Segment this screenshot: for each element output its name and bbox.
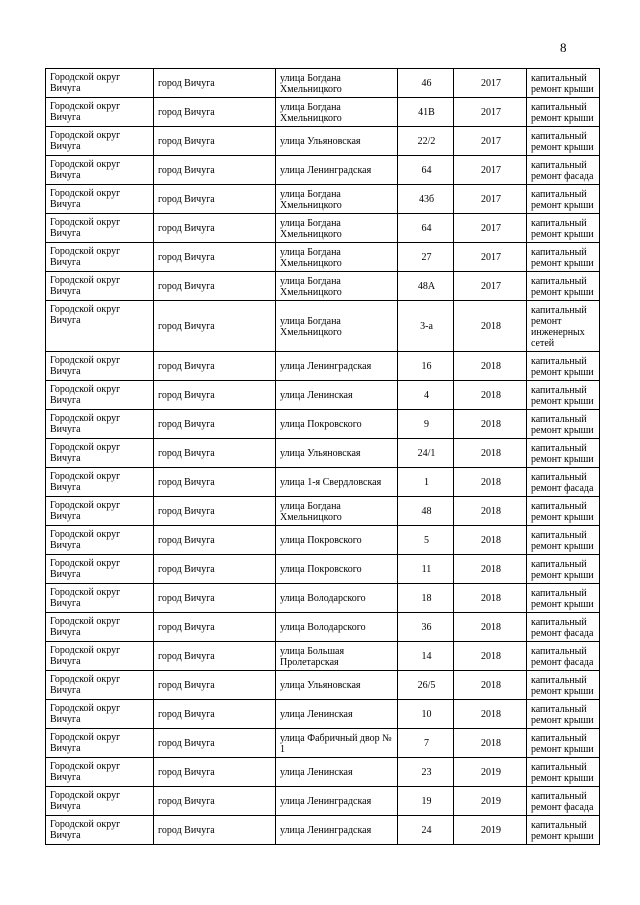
- work-type-cell: капитальный ремонт крыши: [527, 69, 600, 98]
- work-type-cell: капитальный ремонт крыши: [527, 816, 600, 845]
- work-type-cell: капитальный ремонт крыши: [527, 497, 600, 526]
- city-cell: город Вичуга: [154, 69, 276, 98]
- year-cell: 2018: [454, 352, 527, 381]
- work-type-cell: капитальный ремонт фасада: [527, 787, 600, 816]
- house-number-cell: 27: [398, 243, 454, 272]
- table-row: [46, 98, 600, 127]
- city-cell: город Вичуга: [154, 497, 276, 526]
- municipality-cell: Городской округ Вичуга: [46, 439, 154, 468]
- municipality-cell: Городской округ Вичуга: [46, 613, 154, 642]
- house-number-cell: 41В: [398, 98, 454, 127]
- table-row: [46, 127, 600, 156]
- street-cell: улица Ульяновская: [276, 439, 398, 468]
- street-cell: улица Богдана Хмельницкого: [276, 497, 398, 526]
- city-cell: город Вичуга: [154, 352, 276, 381]
- city-cell: город Вичуга: [154, 468, 276, 497]
- house-number-cell: 43б: [398, 185, 454, 214]
- table-row: [46, 214, 600, 243]
- city-cell: город Вичуга: [154, 642, 276, 671]
- table-row: [46, 301, 600, 352]
- municipality-cell: Городской округ Вичуга: [46, 185, 154, 214]
- table-row: [46, 410, 600, 439]
- work-type-cell: капитальный ремонт крыши: [527, 729, 600, 758]
- city-cell: город Вичуга: [154, 272, 276, 301]
- house-number-cell: 4: [398, 381, 454, 410]
- house-number-cell: 64: [398, 156, 454, 185]
- table-row: [46, 381, 600, 410]
- street-cell: улица Володарского: [276, 613, 398, 642]
- city-cell: город Вичуга: [154, 410, 276, 439]
- work-type-cell: капитальный ремонт крыши: [527, 526, 600, 555]
- work-type-cell: капитальный ремонт крыши: [527, 584, 600, 613]
- city-cell: город Вичуга: [154, 156, 276, 185]
- page-number: 8: [560, 40, 567, 55]
- table-row: [46, 816, 600, 845]
- city-cell: город Вичуга: [154, 526, 276, 555]
- work-type-cell: капитальный ремонт крыши: [527, 352, 600, 381]
- city-cell: город Вичуга: [154, 381, 276, 410]
- year-cell: 2018: [454, 671, 527, 700]
- house-number-cell: 7: [398, 729, 454, 758]
- year-cell: 2017: [454, 69, 527, 98]
- table-row: [46, 584, 600, 613]
- table-row: [46, 671, 600, 700]
- year-cell: 2018: [454, 301, 527, 352]
- house-number-cell: 48: [398, 497, 454, 526]
- municipality-cell: Городской округ Вичуга: [46, 301, 154, 352]
- house-number-cell: 3-а: [398, 301, 454, 352]
- street-cell: улица Ленинградская: [276, 156, 398, 185]
- work-type-cell: капитальный ремонт фасада: [527, 468, 600, 497]
- city-cell: город Вичуга: [154, 671, 276, 700]
- year-cell: 2017: [454, 214, 527, 243]
- table-row: [46, 439, 600, 468]
- year-cell: 2017: [454, 98, 527, 127]
- housing-repair-table: [45, 68, 600, 845]
- street-cell: улица Богдана Хмельницкого: [276, 301, 398, 352]
- year-cell: 2018: [454, 468, 527, 497]
- work-type-cell: капитальный ремонт крыши: [527, 700, 600, 729]
- house-number-cell: 14: [398, 642, 454, 671]
- municipality-cell: Городской округ Вичуга: [46, 127, 154, 156]
- work-type-cell: капитальный ремонт инженерных сетей: [527, 301, 600, 352]
- year-cell: 2017: [454, 127, 527, 156]
- municipality-cell: Городской округ Вичуга: [46, 787, 154, 816]
- work-type-cell: капитальный ремонт крыши: [527, 410, 600, 439]
- house-number-cell: 18: [398, 584, 454, 613]
- table-row: [46, 69, 600, 98]
- year-cell: 2018: [454, 700, 527, 729]
- house-number-cell: 26/5: [398, 671, 454, 700]
- work-type-cell: капитальный ремонт крыши: [527, 185, 600, 214]
- table-row: [46, 642, 600, 671]
- street-cell: улица 1-я Свердловская: [276, 468, 398, 497]
- municipality-cell: Городской округ Вичуга: [46, 214, 154, 243]
- city-cell: город Вичуга: [154, 613, 276, 642]
- table-body: [46, 69, 600, 845]
- year-cell: 2017: [454, 156, 527, 185]
- city-cell: город Вичуга: [154, 185, 276, 214]
- table-row: [46, 243, 600, 272]
- municipality-cell: Городской округ Вичуга: [46, 700, 154, 729]
- street-cell: улица Покровского: [276, 526, 398, 555]
- table-row: [46, 729, 600, 758]
- house-number-cell: 9: [398, 410, 454, 439]
- table-row: [46, 758, 600, 787]
- house-number-cell: 64: [398, 214, 454, 243]
- municipality-cell: Городской округ Вичуга: [46, 272, 154, 301]
- table-row: [46, 468, 600, 497]
- street-cell: улица Богдана Хмельницкого: [276, 69, 398, 98]
- municipality-cell: Городской округ Вичуга: [46, 497, 154, 526]
- house-number-cell: 1: [398, 468, 454, 497]
- municipality-cell: Городской округ Вичуга: [46, 526, 154, 555]
- city-cell: город Вичуга: [154, 555, 276, 584]
- year-cell: 2017: [454, 243, 527, 272]
- street-cell: улица Богдана Хмельницкого: [276, 243, 398, 272]
- municipality-cell: Городской округ Вичуга: [46, 671, 154, 700]
- city-cell: город Вичуга: [154, 439, 276, 468]
- street-cell: улица Большая Пролетарская: [276, 642, 398, 671]
- table-row: [46, 700, 600, 729]
- street-cell: улица Фабричный двор № 1: [276, 729, 398, 758]
- house-number-cell: 11: [398, 555, 454, 584]
- work-type-cell: капитальный ремонт крыши: [527, 381, 600, 410]
- street-cell: улица Ульяновская: [276, 671, 398, 700]
- work-type-cell: капитальный ремонт крыши: [527, 555, 600, 584]
- year-cell: 2018: [454, 381, 527, 410]
- city-cell: город Вичуга: [154, 729, 276, 758]
- municipality-cell: Городской округ Вичуга: [46, 156, 154, 185]
- house-number-cell: 16: [398, 352, 454, 381]
- house-number-cell: 19: [398, 787, 454, 816]
- table-row: [46, 787, 600, 816]
- city-cell: город Вичуга: [154, 243, 276, 272]
- year-cell: 2017: [454, 185, 527, 214]
- work-type-cell: капитальный ремонт крыши: [527, 243, 600, 272]
- table-row: [46, 156, 600, 185]
- municipality-cell: Городской округ Вичуга: [46, 352, 154, 381]
- street-cell: улица Ленинская: [276, 381, 398, 410]
- street-cell: улица Ленинская: [276, 758, 398, 787]
- municipality-cell: Городской округ Вичуга: [46, 98, 154, 127]
- house-number-cell: 23: [398, 758, 454, 787]
- street-cell: улица Богдана Хмельницкого: [276, 98, 398, 127]
- table-row: [46, 613, 600, 642]
- municipality-cell: Городской округ Вичуга: [46, 642, 154, 671]
- house-number-cell: 24: [398, 816, 454, 845]
- work-type-cell: капитальный ремонт крыши: [527, 98, 600, 127]
- year-cell: 2019: [454, 816, 527, 845]
- house-number-cell: 10: [398, 700, 454, 729]
- work-type-cell: капитальный ремонт крыши: [527, 127, 600, 156]
- year-cell: 2018: [454, 526, 527, 555]
- house-number-cell: 5: [398, 526, 454, 555]
- house-number-cell: 48А: [398, 272, 454, 301]
- work-type-cell: капитальный ремонт крыши: [527, 272, 600, 301]
- city-cell: город Вичуга: [154, 127, 276, 156]
- municipality-cell: Городской округ Вичуга: [46, 243, 154, 272]
- year-cell: 2018: [454, 613, 527, 642]
- street-cell: улица Богдана Хмельницкого: [276, 272, 398, 301]
- city-cell: город Вичуга: [154, 700, 276, 729]
- table-row: [46, 555, 600, 584]
- street-cell: улица Богдана Хмельницкого: [276, 214, 398, 243]
- work-type-cell: капитальный ремонт крыши: [527, 439, 600, 468]
- municipality-cell: Городской округ Вичуга: [46, 584, 154, 613]
- municipality-cell: Городской округ Вичуга: [46, 555, 154, 584]
- street-cell: улица Ленинградская: [276, 787, 398, 816]
- work-type-cell: капитальный ремонт крыши: [527, 671, 600, 700]
- street-cell: улица Ульяновская: [276, 127, 398, 156]
- street-cell: улица Ленинская: [276, 700, 398, 729]
- city-cell: город Вичуга: [154, 816, 276, 845]
- work-type-cell: капитальный ремонт фасада: [527, 156, 600, 185]
- house-number-cell: 46: [398, 69, 454, 98]
- street-cell: улица Володарского: [276, 584, 398, 613]
- table-row: [46, 352, 600, 381]
- street-cell: улица Покровского: [276, 410, 398, 439]
- street-cell: улица Ленинградская: [276, 816, 398, 845]
- municipality-cell: Городской округ Вичуга: [46, 816, 154, 845]
- year-cell: 2018: [454, 497, 527, 526]
- city-cell: город Вичуга: [154, 214, 276, 243]
- municipality-cell: Городской округ Вичуга: [46, 468, 154, 497]
- house-number-cell: 36: [398, 613, 454, 642]
- year-cell: 2018: [454, 642, 527, 671]
- year-cell: 2017: [454, 272, 527, 301]
- municipality-cell: Городской округ Вичуга: [46, 381, 154, 410]
- year-cell: 2018: [454, 555, 527, 584]
- year-cell: 2018: [454, 729, 527, 758]
- house-number-cell: 24/1: [398, 439, 454, 468]
- table-row: [46, 185, 600, 214]
- table-row: [46, 526, 600, 555]
- table-row: [46, 497, 600, 526]
- municipality-cell: Городской округ Вичуга: [46, 69, 154, 98]
- work-type-cell: капитальный ремонт крыши: [527, 758, 600, 787]
- city-cell: город Вичуга: [154, 787, 276, 816]
- work-type-cell: капитальный ремонт фасада: [527, 642, 600, 671]
- table-row: [46, 272, 600, 301]
- street-cell: улица Покровского: [276, 555, 398, 584]
- municipality-cell: Городской округ Вичуга: [46, 410, 154, 439]
- municipality-cell: Городской округ Вичуга: [46, 758, 154, 787]
- work-type-cell: капитальный ремонт фасада: [527, 613, 600, 642]
- city-cell: город Вичуга: [154, 301, 276, 352]
- street-cell: улица Ленинградская: [276, 352, 398, 381]
- year-cell: 2019: [454, 787, 527, 816]
- year-cell: 2019: [454, 758, 527, 787]
- city-cell: город Вичуга: [154, 758, 276, 787]
- city-cell: город Вичуга: [154, 584, 276, 613]
- street-cell: улица Богдана Хмельницкого: [276, 185, 398, 214]
- year-cell: 2018: [454, 439, 527, 468]
- year-cell: 2018: [454, 410, 527, 439]
- year-cell: 2018: [454, 584, 527, 613]
- municipality-cell: Городской округ Вичуга: [46, 729, 154, 758]
- city-cell: город Вичуга: [154, 98, 276, 127]
- work-type-cell: капитальный ремонт крыши: [527, 214, 600, 243]
- house-number-cell: 22/2: [398, 127, 454, 156]
